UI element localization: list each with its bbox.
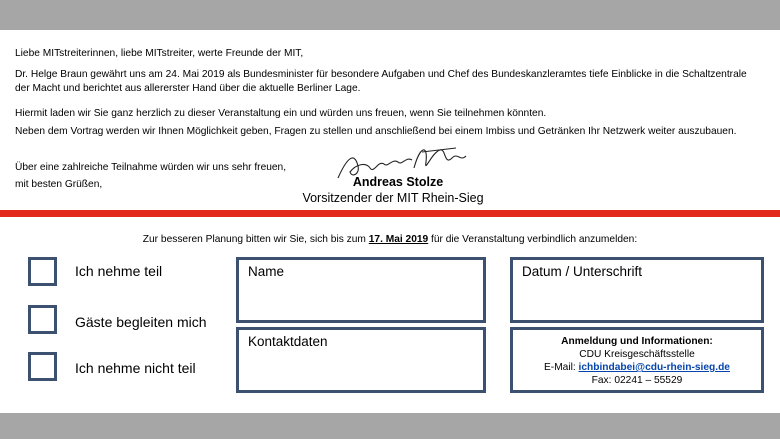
instruction-text-before: Zur besseren Planung bitten wir Sie, sich bis zum xyxy=(142,234,369,245)
signer-role: Vorsitzender der MIT Rhein-Sieg xyxy=(302,191,484,205)
info-office: CDU Kreisgeschäftsstelle xyxy=(579,349,695,360)
info-email-prefix: E-Mail: xyxy=(544,362,579,373)
closing-line: Über eine zahlreiche Teilnahme würden wir uns sehr freuen, xyxy=(15,162,287,173)
registration-instruction xyxy=(0,234,780,245)
info-fax: Fax: 02241 – 55529 xyxy=(591,375,683,386)
deadline-date: 17. Mai 2019 xyxy=(368,234,429,245)
checkbox-attend[interactable] xyxy=(28,257,57,286)
date-signature-field[interactable] xyxy=(510,257,764,323)
regards: mit besten Grüßen, xyxy=(15,179,103,190)
info-box xyxy=(510,327,764,393)
checkbox-not-attend[interactable] xyxy=(28,352,57,381)
checkbox-not-attend-label: Ich nehme nicht teil xyxy=(75,360,196,376)
date-signature-label: Datum / Unterschrift xyxy=(522,264,643,279)
contact-field[interactable] xyxy=(236,327,486,393)
checkbox-attend-label: Ich nehme teil xyxy=(75,263,163,279)
accent-divider xyxy=(0,210,780,217)
name-field[interactable] xyxy=(236,257,486,323)
invitation-paragraph: Hiermit laden wir Sie ganz herzlich zu dieser Veranstaltung ein und würden uns freuen, wenn Sie teilnehmen könnten. xyxy=(15,108,547,119)
contact-field-label: Kontaktdaten xyxy=(248,334,328,349)
instruction-text-after: für die Veranstaltung verbindlich anzumelden: xyxy=(428,234,638,245)
checkbox-guests-label: Gäste begleiten mich xyxy=(75,314,207,330)
invitation-page xyxy=(0,30,780,413)
networking-paragraph: Neben dem Vortrag werden wir Ihnen Möglichkeit geben, Fragen zu stellen und anschließend bei einem Imbiss und Getränken Ihr Netzwerk weiter auszubauen. xyxy=(15,126,737,137)
intro-paragraph: Dr. Helge Braun gewährt uns am 24. Mai 2019 als Bundesminister für besondere Aufgaben und Chef des Bundeskanzleramtes tiefe Einblicke in die Schaltzentrale der Macht und berichtet aus allererster Hand über die aktuelle Berliner Lage. xyxy=(15,69,747,94)
signer-name: Andreas Stolze xyxy=(352,175,444,189)
checkbox-guests[interactable] xyxy=(28,305,57,334)
greeting: Liebe MITstreiterinnen, liebe MITstreiter, werte Freunde der MIT, xyxy=(15,48,304,59)
email-link[interactable]: ichbindabei@cdu-rhein-sieg.de xyxy=(578,362,730,373)
name-field-label: Name xyxy=(248,264,285,279)
info-email-line xyxy=(513,361,761,374)
info-heading: Anmeldung und Informationen: xyxy=(561,336,713,347)
